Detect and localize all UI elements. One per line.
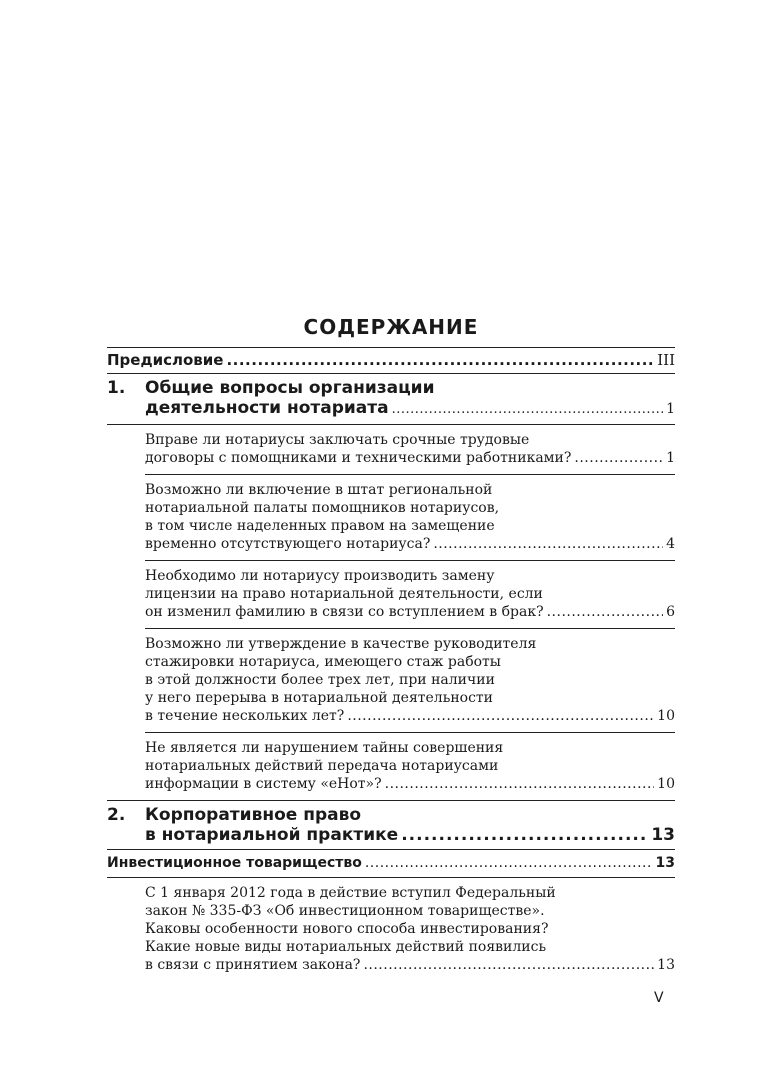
dot-leader: [547, 603, 663, 621]
toc-entry-chapter-1[interactable]: [107, 374, 675, 424]
dot-leader: [347, 707, 654, 725]
question-line: лицензии на право нотариальной деятельности, если: [145, 586, 543, 602]
page-number: 13: [655, 855, 675, 871]
dot-leader: [401, 825, 648, 845]
question-line: Не является ли нарушением тайны совершения: [145, 740, 504, 756]
chapter-title-line: деятельности нотариата: [145, 398, 389, 418]
question-line: нотариальной палаты помощников нотариусов,: [145, 500, 500, 516]
dot-leader: [392, 400, 664, 420]
question-line: договоры с помощниками и техническими работниками?: [145, 450, 572, 466]
question-line: у него перерыва в нотариальной деятельности: [145, 690, 494, 706]
toc-entry-question[interactable]: [145, 475, 675, 560]
question-line: закон № 335-ФЗ «Об инвестиционном товариществе».: [145, 903, 545, 919]
question-line: Вправе ли нотариусы заключать срочные трудовые: [145, 432, 530, 448]
page-number: 6: [666, 604, 675, 620]
preface-label: Предисловие: [107, 351, 224, 369]
chapter-number: 1.: [107, 378, 126, 398]
page-number: 1: [666, 450, 675, 466]
page-folio: V: [654, 990, 664, 1006]
question-line: информации в систему «еНот»?: [145, 776, 382, 792]
toc-entry-question[interactable]: [145, 561, 675, 628]
page-number: 13: [657, 957, 675, 973]
page-number: 1: [666, 401, 675, 417]
question-line: С 1 января 2012 года в действие вступил Федеральный: [145, 885, 556, 901]
toc-title: СОДЕРЖАНИЕ: [303, 315, 479, 339]
question-line: в том числе наделенных правом на замещение: [145, 518, 495, 534]
question-line: нотариальных действий передача нотариусами: [145, 758, 499, 774]
question-line: Каковы особенности нового способа инвестирования?: [145, 921, 549, 937]
question-line: Возможно ли утверждение в качестве руководителя: [145, 636, 537, 652]
question-line: Необходимо ли нотариусу производить замену: [145, 568, 495, 584]
dot-leader: [363, 956, 654, 974]
dot-leader: [365, 855, 653, 871]
page-number: 10: [657, 708, 675, 724]
dot-leader: [385, 775, 655, 793]
chapter-title-line: Общие вопросы организации: [145, 378, 435, 398]
question-line: Возможно ли включение в штат региональной: [145, 482, 493, 498]
question-line: в течение нескольких лет?: [145, 708, 345, 724]
toc-entry-section[interactable]: [107, 850, 675, 877]
dot-leader: [433, 535, 663, 553]
toc-entry-chapter-2[interactable]: [107, 801, 675, 849]
page-number: 13: [651, 825, 675, 845]
question-line: временно отсутствующего нотариуса?: [145, 536, 431, 552]
toc-entry-question[interactable]: [145, 878, 675, 981]
page-number: 10: [657, 776, 675, 792]
toc-entry-question[interactable]: [145, 629, 675, 732]
question-line: стажировки нотариуса, имеющего стаж работы: [145, 654, 501, 670]
question-line: Какие новые виды нотариальных действий появились: [145, 939, 547, 955]
question-line: он изменил фамилию в связи со вступлением в брак?: [145, 604, 544, 620]
table-of-contents: [107, 315, 675, 981]
question-line: в связи с принятием закона?: [145, 957, 361, 973]
page-number: III: [657, 351, 675, 369]
dot-leader: [574, 449, 663, 467]
dot-leader: [226, 351, 654, 369]
chapter-title-line: Корпоративное право: [145, 805, 362, 825]
question-line: в этой должности более трех лет, при наличии: [145, 672, 495, 688]
section-label: Инвестиционное товарищество: [107, 855, 362, 871]
chapter-title-line: в нотариальной практике: [145, 825, 399, 845]
toc-entry-question[interactable]: [145, 733, 675, 800]
toc-entry-question[interactable]: [145, 425, 675, 474]
page-number: 4: [666, 536, 675, 552]
toc-entry-preface[interactable]: [107, 348, 675, 373]
chapter-number: 2.: [107, 805, 126, 825]
